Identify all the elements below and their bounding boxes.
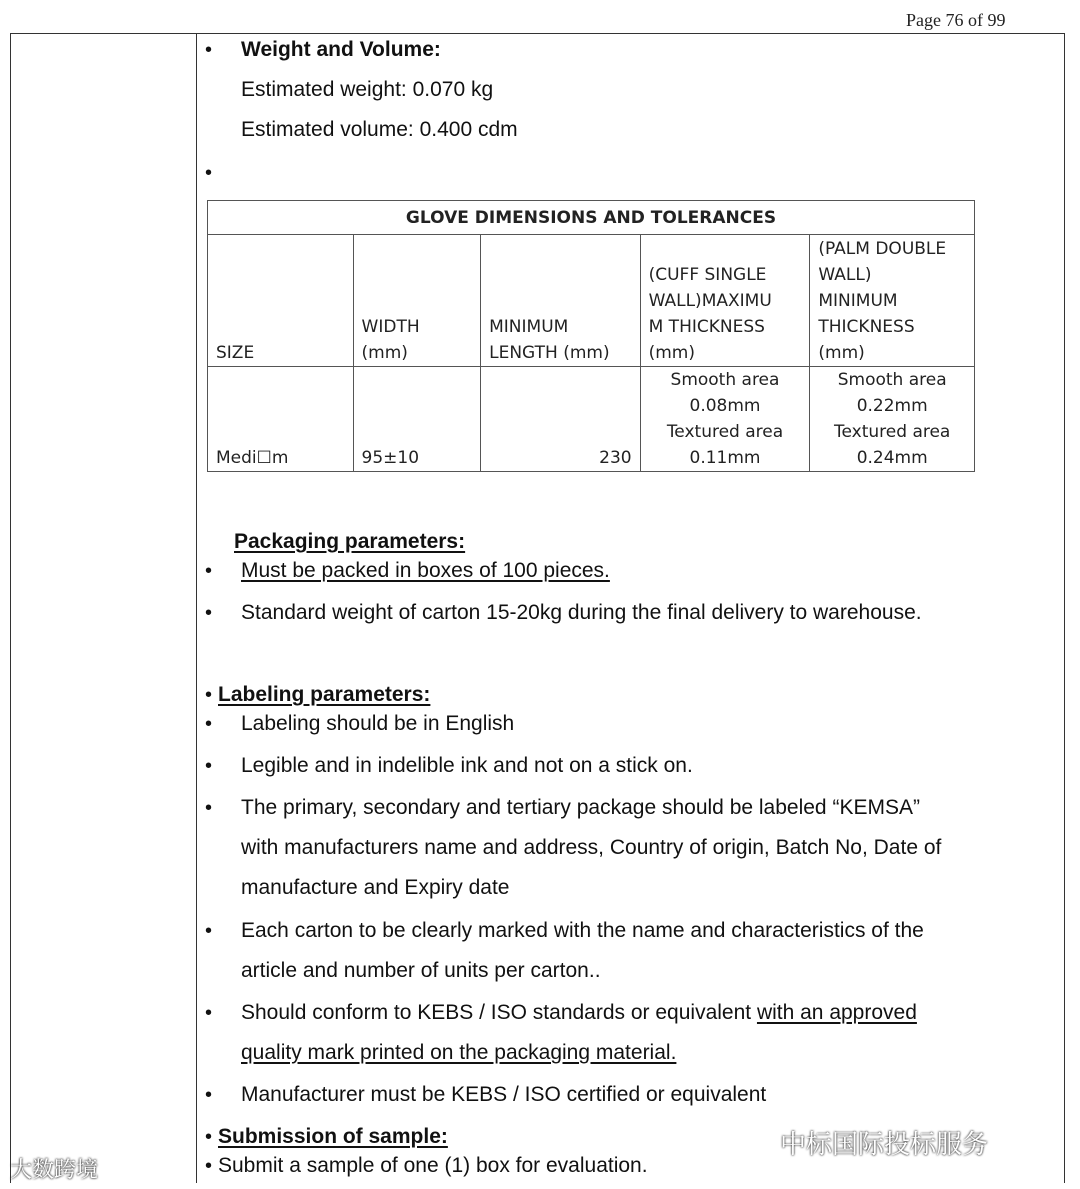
header-size: SIZE bbox=[208, 235, 354, 367]
header-width: WIDTH (mm) bbox=[353, 235, 481, 367]
estimated-volume: Estimated volume: 0.400 cdm bbox=[241, 118, 518, 141]
labeling-item-underlined: with an approved bbox=[756, 1001, 917, 1024]
estimated-weight: Estimated weight: 0.070 kg bbox=[241, 78, 494, 101]
packaging-heading: Packaging parameters: bbox=[234, 530, 466, 553]
labeling-item-text: Should conform to KEBS / ISO standards or equivalent bbox=[241, 1001, 757, 1024]
labeling-item: Labeling should be in English bbox=[241, 712, 515, 735]
glove-dimensions-table bbox=[207, 200, 975, 472]
header-palm-thickness: (PALM DOUBLE WALL) MINIMUM THICKNESS (mm) bbox=[810, 235, 975, 367]
bullet: • bbox=[205, 755, 213, 777]
cell-palm: Smooth area 0.22mm Textured area 0.24mm bbox=[810, 367, 975, 472]
labeling-item: Manufacturer must be KEBS / ISO certified or equivalent bbox=[241, 1083, 767, 1106]
watermark-right: 中标国际投标服务 bbox=[780, 1130, 989, 1160]
page-number: Page 76 of 99 bbox=[906, 10, 1006, 30]
labeling-item bbox=[241, 1000, 917, 1026]
watermark-left: 大数跨境 bbox=[10, 1158, 99, 1183]
bullet: • bbox=[205, 1155, 213, 1177]
bullet: • bbox=[205, 713, 213, 735]
bullet: • bbox=[205, 920, 213, 942]
bullet: • bbox=[205, 684, 213, 706]
labeling-item-continued: manufacture and Expiry date bbox=[241, 876, 510, 899]
table-row bbox=[208, 367, 975, 472]
cell-width: 95±10 bbox=[353, 367, 481, 472]
cell-size: Medi☐m bbox=[208, 367, 354, 472]
bullet: • bbox=[205, 1084, 213, 1106]
labeling-heading: Labeling parameters: bbox=[218, 683, 431, 706]
column-divider bbox=[196, 33, 197, 1183]
packaging-item: Must be packed in boxes of 100 pieces. bbox=[241, 559, 610, 582]
labeling-item-continued: with manufacturers name and address, Country of origin, Batch No, Date of bbox=[241, 836, 942, 859]
header-length: MINIMUM LENGTH (mm) bbox=[481, 235, 640, 367]
labeling-item: The primary, secondary and tertiary package should be labeled “KEMSA” bbox=[241, 796, 920, 819]
submission-item: Submit a sample of one (1) box for evaluation. bbox=[218, 1154, 648, 1177]
bullet: • bbox=[205, 797, 213, 819]
labeling-item-continued: quality mark printed on the packaging material. bbox=[241, 1041, 677, 1064]
header-cuff-thickness: (CUFF SINGLE WALL)MAXIMU M THICKNESS (mm) bbox=[640, 235, 810, 367]
labeling-item: Each carton to be clearly marked with the name and characteristics of the bbox=[241, 919, 924, 942]
bullet: • bbox=[205, 1126, 213, 1148]
submission-heading: Submission of sample: bbox=[218, 1125, 448, 1148]
weight-volume-heading: Weight and Volume: bbox=[241, 38, 441, 61]
bullet: • bbox=[205, 39, 213, 61]
cell-length: 230 bbox=[481, 367, 640, 472]
bullet: • bbox=[205, 1002, 213, 1024]
labeling-item: Legible and in indelible ink and not on a stick on. bbox=[241, 754, 693, 777]
packaging-item: Standard weight of carton 15-20kg during the final delivery to warehouse. bbox=[241, 601, 922, 624]
bullet: • bbox=[205, 162, 213, 184]
labeling-item-continued: article and number of units per carton.. bbox=[241, 959, 601, 982]
bullet: • bbox=[205, 602, 213, 624]
cell-cuff: Smooth area 0.08mm Textured area 0.11mm bbox=[640, 367, 810, 472]
bullet: • bbox=[205, 560, 213, 582]
table-title: GLOVE DIMENSIONS AND TOLERANCES bbox=[208, 201, 975, 235]
